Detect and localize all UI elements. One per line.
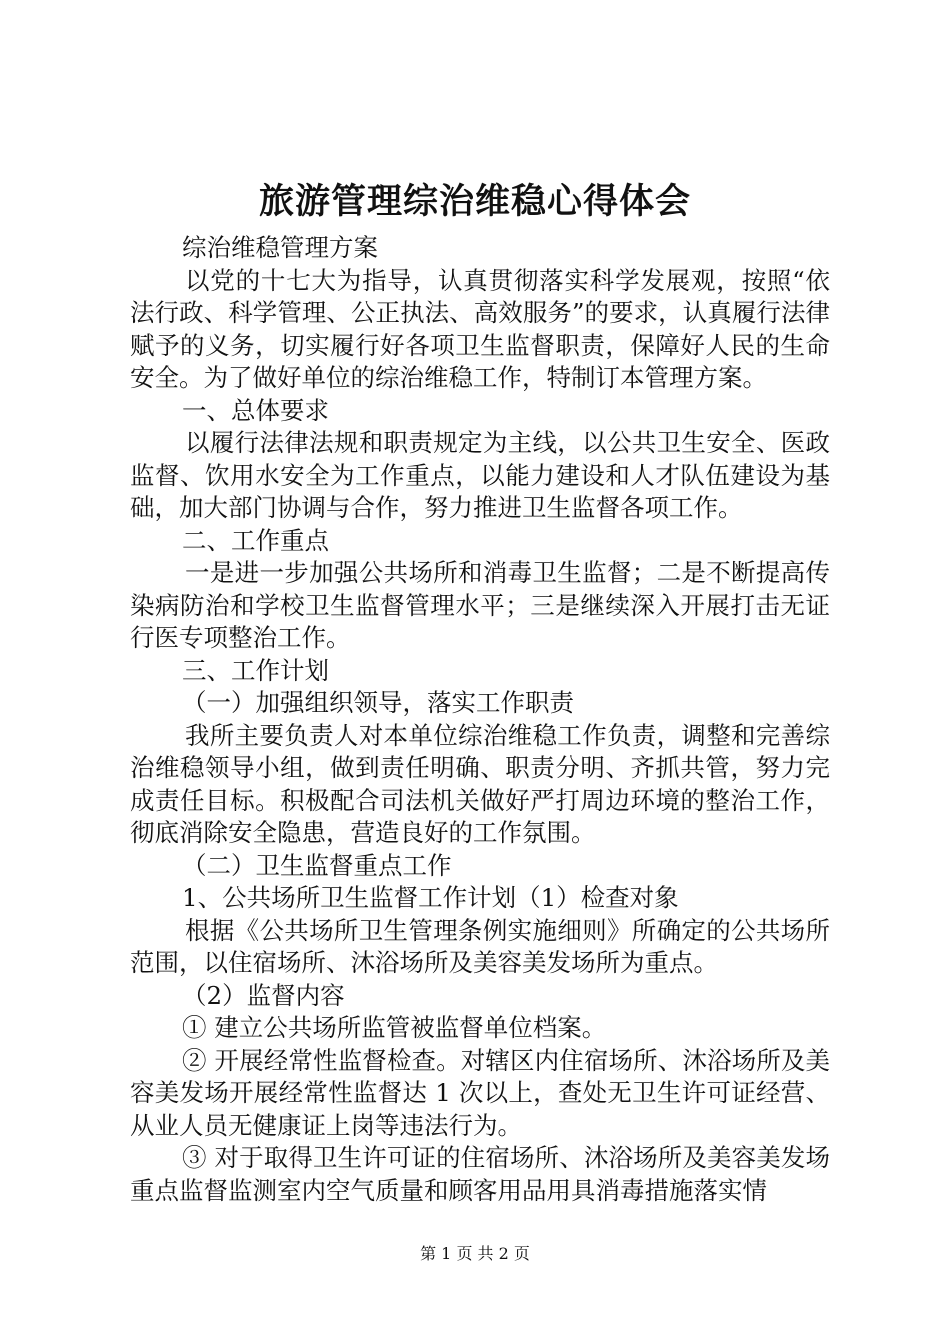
list-item: ② 开展经常性监督检查。对辖区内住宿场所、沐浴场所及美容美发场开展经常性监督达 1 次以上，查处无卫生许可证经营、从业人员无健康证上岗等违法行为。 xyxy=(130,1045,830,1140)
paragraph: 以党的十七大为指导，认真贯彻落实科学发展观，按照“依法行政、科学管理、公正执法、高效服务”的要求，认真履行法律赋予的义务，切实履行好各项卫生监督职责，保障好人民的生命安全。为了做好单位的综治维稳工作，特制订本管理方案。 xyxy=(130,265,830,392)
list-item: ③ 对于取得卫生许可证的住宿场所、沐浴场所及美容美发场重点监督监测室内空气质量和顾客用品用具消毒措施落实情 xyxy=(130,1143,830,1205)
document-body xyxy=(130,232,830,1207)
subsection-heading: （二）卫生监督重点工作 xyxy=(182,850,452,880)
paragraph: 我所主要负责人对本单位综治维稳工作负责，调整和完善综治维稳领导小组，做到责任明确、职责分明、齐抓共管，努力完成责任目标。积极配合司法机关做好严打周边环境的整治工作，彻底消除安全隐患，营造良好的工作氛围。 xyxy=(130,720,830,847)
section-heading: 三、工作计划 xyxy=(182,655,329,685)
document-title: 旅游管理综治维稳心得体会 xyxy=(258,181,691,222)
item-heading: （2）监督内容 xyxy=(182,980,345,1010)
section-heading: 一、总体要求 xyxy=(182,395,329,425)
paragraph-subtitle: 综治维稳管理方案 xyxy=(182,233,378,262)
subsection-heading: （一）加强组织领导，落实工作职责 xyxy=(182,688,574,717)
item-heading: 1、公共场所卫生监督工作计划（1）检查对象 xyxy=(182,883,679,912)
paragraph: 一是进一步加强公共场所和消毒卫生监督；二是不断提高传染病防治和学校卫生监督管理水平；三是继续深入开展打击无证行医专项整治工作。 xyxy=(130,558,830,652)
page-footer: 第 1 页 共 2 页 xyxy=(420,1244,530,1263)
paragraph: 根据《公共场所卫生管理条例实施细则》所确定的公共场所范围，以住宿场所、沐浴场所及美容美发场所为重点。 xyxy=(130,915,830,977)
section-heading: 二、工作重点 xyxy=(182,525,329,555)
list-item: ① 建立公共场所监管被监督单位档案。 xyxy=(182,1013,607,1042)
paragraph: 以履行法律法规和职责规定为主线，以公共卫生安全、医政监督、饮用水安全为工作重点，以能力建设和人才队伍建设为基础，加大部门协调与合作，努力推进卫生监督各项工作。 xyxy=(130,428,830,522)
